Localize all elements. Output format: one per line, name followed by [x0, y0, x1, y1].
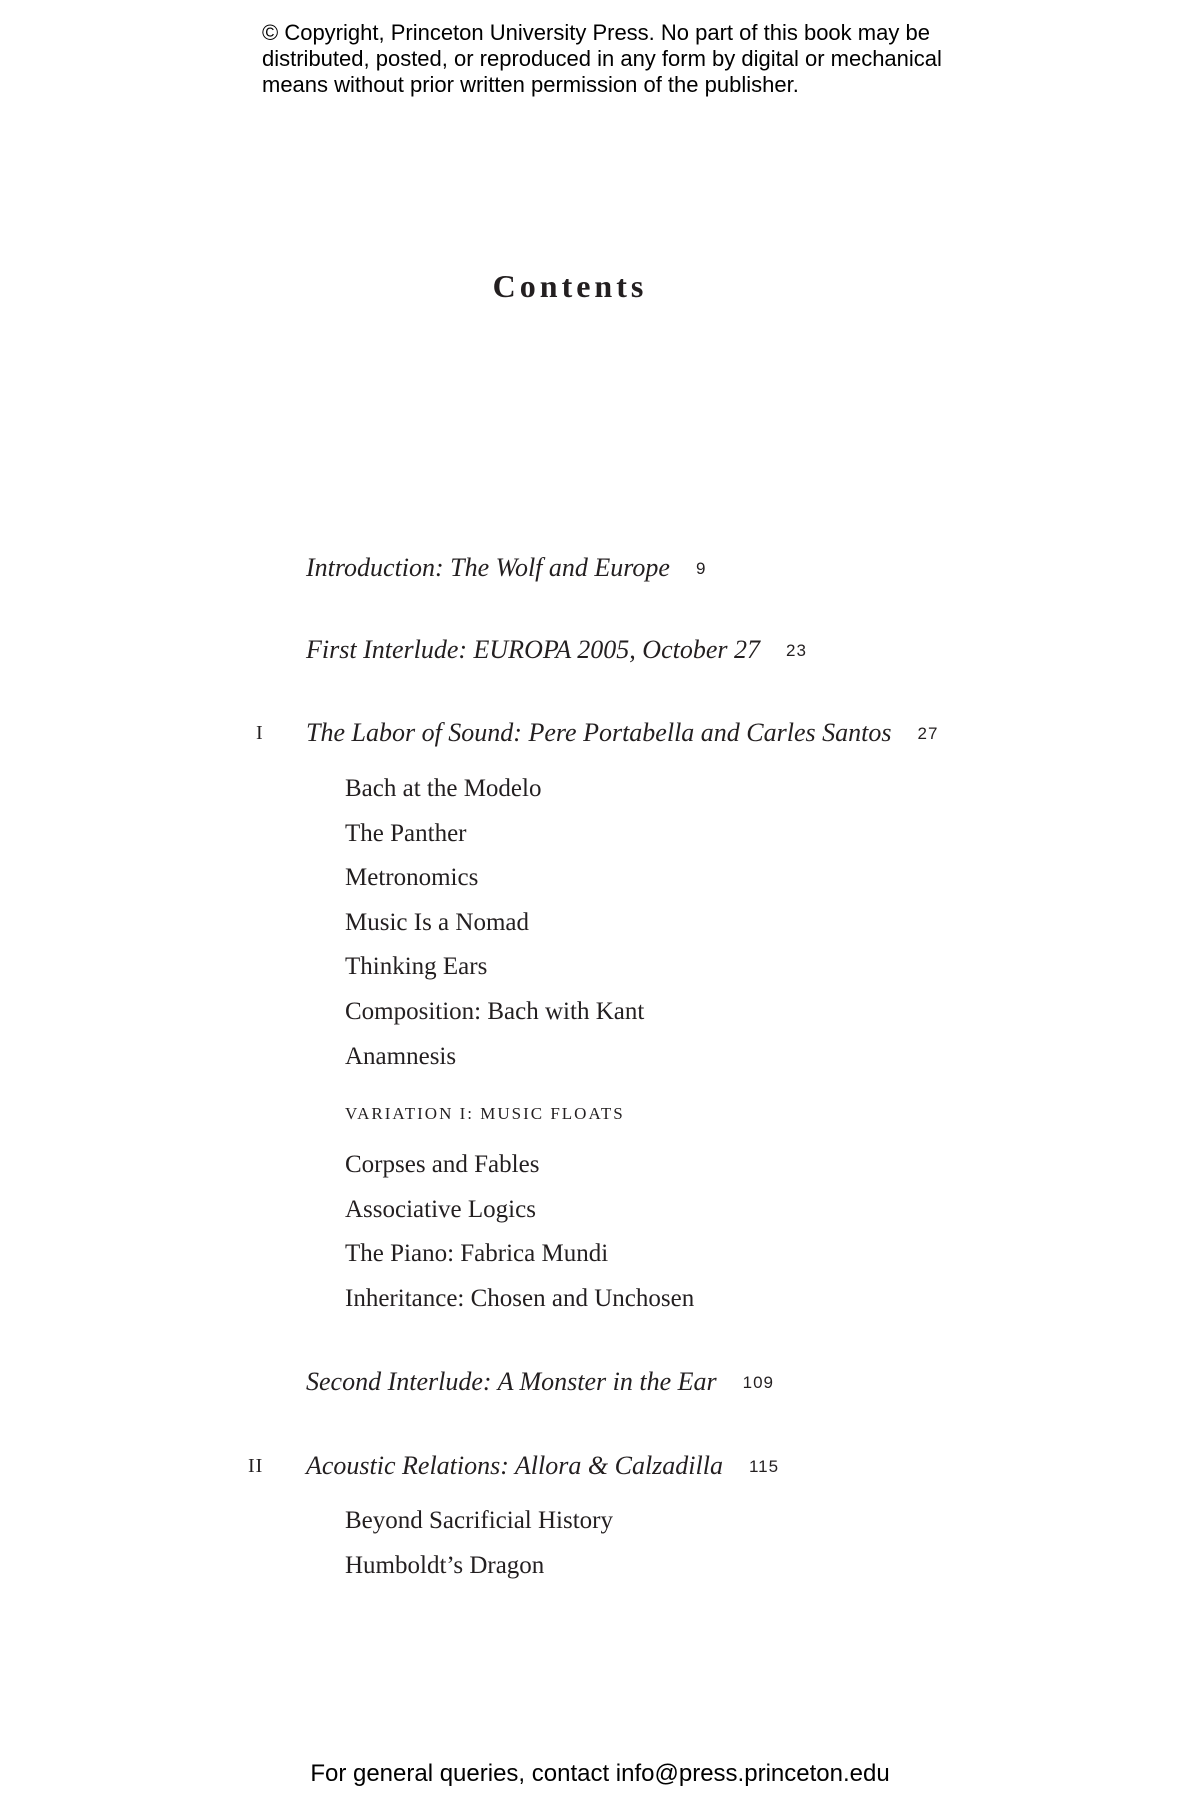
toc-section: Thinking Ears — [345, 953, 488, 980]
copyright-line-2: distributed, posted, or reproduced in any form by digital or mechanical — [262, 46, 942, 71]
toc-entry-chapter-2 — [306, 1450, 779, 1483]
toc-section: Humboldt’s Dragon — [345, 1552, 545, 1579]
toc-section: Beyond Sacrificial History — [345, 1507, 613, 1534]
toc-entry-chapter-1 — [306, 717, 938, 750]
toc-entry-title: Acoustic Relations: Allora & Calzadilla — [306, 1451, 723, 1480]
footer-contact: For general queries, contact info@press.princeton.edu — [310, 1760, 890, 1787]
copyright-line-1: © Copyright, Princeton University Press. No part of this book may be — [262, 20, 930, 45]
toc-entry-page: 115 — [748, 1457, 780, 1476]
toc-section: Music Is a Nomad — [345, 909, 529, 936]
chapter-number: II — [248, 1455, 264, 1477]
toc-entry-title: First Interlude: EUROPA 2005, October 27 — [306, 635, 760, 664]
toc-section: Composition: Bach with Kant — [345, 998, 645, 1025]
toc-entry-title: Introduction: The Wolf and Europe — [306, 553, 670, 582]
toc-entry-page: 109 — [742, 1373, 775, 1392]
toc-section: Corpses and Fables — [345, 1151, 540, 1178]
toc-entry-second-interlude — [306, 1366, 774, 1399]
chapter-number: I — [256, 722, 264, 744]
toc-entry-page: 23 — [785, 641, 807, 660]
copyright-line-3: means without prior written permission of the publisher. — [262, 72, 799, 97]
toc-section: Anamnesis — [345, 1043, 457, 1070]
toc-section: The Panther — [345, 820, 467, 847]
toc-entry-page: 27 — [917, 724, 939, 743]
toc-section: Inheritance: Chosen and Unchosen — [345, 1285, 695, 1312]
copyright-notice — [262, 20, 962, 98]
toc-section: Associative Logics — [345, 1196, 536, 1223]
toc-entry-title: Second Interlude: A Monster in the Ear — [306, 1367, 717, 1396]
page-title: Contents — [492, 268, 648, 304]
toc-section: Metronomics — [345, 864, 479, 891]
toc-section: The Piano: Fabrica Mundi — [345, 1240, 609, 1267]
toc-entry-page: 9 — [695, 559, 707, 578]
toc-variation-heading: VARIATION I: MUSIC FLOATS — [345, 1104, 625, 1123]
toc-entry-first-interlude — [306, 634, 807, 667]
toc-entry-title: The Labor of Sound: Pere Portabella and Carles Santos — [306, 718, 892, 747]
toc-entry-introduction — [306, 552, 706, 585]
toc-section: Bach at the Modelo — [345, 775, 542, 802]
